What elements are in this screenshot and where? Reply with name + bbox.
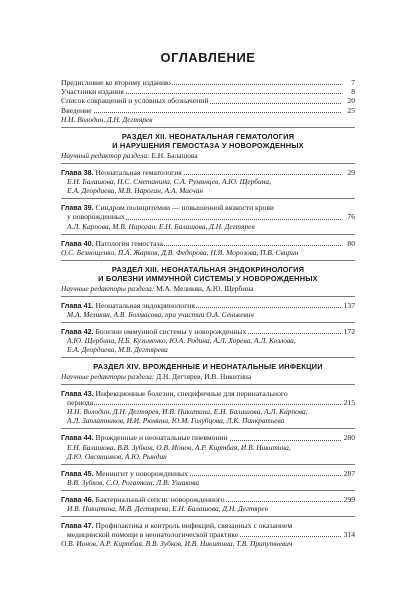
toc-entry[interactable]: Участники издания 8: [61, 87, 355, 97]
divider: [61, 296, 355, 297]
chapter-entry[interactable]: Глава 40. Патология гемостаза 80 О.С. Безнощенко, П.А. Жарков, Д.В. Федорова, Н.Я. Морозова, П.В. Свирин: [61, 238, 355, 257]
divider: [61, 384, 355, 385]
chapter-entry[interactable]: Глава 42. Болезни иммунной системы у новорожденных 172 А.Ю. Щербина, Н.Б. Кузьменко, Ю.А. Родина, А.Л. Хорева, А.Л. Козлова, Е.А. Деордиева, М.В. Дегтярева: [61, 327, 355, 355]
section-editor: Научные редакторы раздела: Д.Н. Дегтярев, И.В. Никитина: [61, 372, 252, 381]
divider: [61, 464, 355, 465]
toc-entry[interactable]: Предисловие ко второму изданию 7: [61, 78, 355, 87]
chapter-entry[interactable]: Глава 41. Неонатальная эндокринология 137 М.А. Меликян, А.В. Болмасова, при участии О.А. Сенькевич: [61, 301, 355, 320]
authors: Н.Н. Володин, Д.Н. Дегтярев: [61, 114, 153, 124]
section-editor: Научные редакторы раздела: М.А. Меликян, А.Ю. Щербина: [61, 284, 254, 293]
front-matter: [61, 78, 355, 124]
chapter-entry[interactable]: Глава 44. Врожденные и неонатальные пневмонии 280 Е.Н. Балашова, В.В. Зубков, О.В. Ионов, А.Р. Киртбая, И.В. Никитина, Д.Ю. Овсянников, А.Ю. Рындин: [61, 433, 355, 461]
section-editor: Научный редактор раздела: Е.Н. Балашова: [61, 151, 198, 160]
section-title: РАЗДЕЛ XIV. ВРОЖДЕННЫЕ И НЕОНАТАЛЬНЫЕ ИНФЕКЦИИ: [93, 362, 323, 372]
chapter-entry[interactable]: Глава 47. Профилактика и контроль инфекций, связанных с оказанием медицинской помощи в неонатологической практике 314 О.В. Ионов, А.Р. Киртбая, В.В. Зубков, И.В. Никитина, Т.В. Припутневич: [61, 521, 355, 549]
chapter-entry[interactable]: Глава 43. Инфекционные болезни, специфичные для перинатального периода 215 Н.Н. Володин, Д.Н. Дегтярев, И.В. Никитина, Е.Н. Балашова, А.Л. Карпова, А.Л. Заплатников, И.И. Рюмина, Ю.М. Голубцова, Л.К. Панкратьева: [61, 389, 355, 426]
section-title: РАЗДЕЛ XII. НЕОНАТАЛЬНАЯ ГЕМАТОЛОГИЯ И НАРУШЕНИЯ ГЕМОСТАЗА У НОВОРОЖДЕННЫХ: [112, 131, 304, 151]
divider: [61, 322, 355, 323]
toc-entry[interactable]: Введение 25: [61, 105, 355, 115]
section-title: РАЗДЕЛ XIII. НЕОНАТАЛЬНАЯ ЭНДОКРИНОЛОГИЯ И БОЛЕЗНИ ИММУННОЙ СИСТЕМЫ У НОВОРОЖДЕННЫХ: [98, 264, 318, 284]
divider: [61, 428, 355, 429]
toc-entry[interactable]: Список сокращений и условных обозначений 20: [61, 96, 355, 106]
divider: [61, 163, 355, 164]
page-title: ОГЛАВЛЕНИЕ: [160, 50, 256, 65]
table-of-contents: [61, 78, 355, 550]
chapter-entry[interactable]: Глава 45. Менингит у новорожденных 287 В.В. Зубков, С.О. Рогаткин, Л.В. Ушакова: [61, 468, 355, 487]
divider: [61, 516, 355, 517]
chapter-entry[interactable]: Глава 39. Синдром полицитемии — повышенной вязкости крови у новорожденных 76 А.Л. Карпова, М.В. Нароган, Е.Н. Балашова, Д.Н. Дегтярев: [61, 203, 355, 231]
divider: [61, 127, 355, 128]
divider: [61, 490, 355, 491]
chapter-entry[interactable]: Глава 38. Неонатальная гематология 29 Е.Н. Балашова, Н.С. Сметанина, С.А. Румянцев, А.Ю. Щербина, Е.А. Деордиева, М.В. Нароган, А.А. Масчан: [61, 168, 355, 196]
divider: [61, 234, 355, 235]
chapter-entry[interactable]: Глава 46. Бактериальный сепсис новорожденного 299 И.В. Никитина, М.В. Дегтярева, Е.Н. Балашова, Д.Н. Дегтярев: [61, 494, 355, 514]
divider: [61, 260, 355, 261]
divider: [61, 357, 355, 358]
divider: [61, 198, 355, 199]
